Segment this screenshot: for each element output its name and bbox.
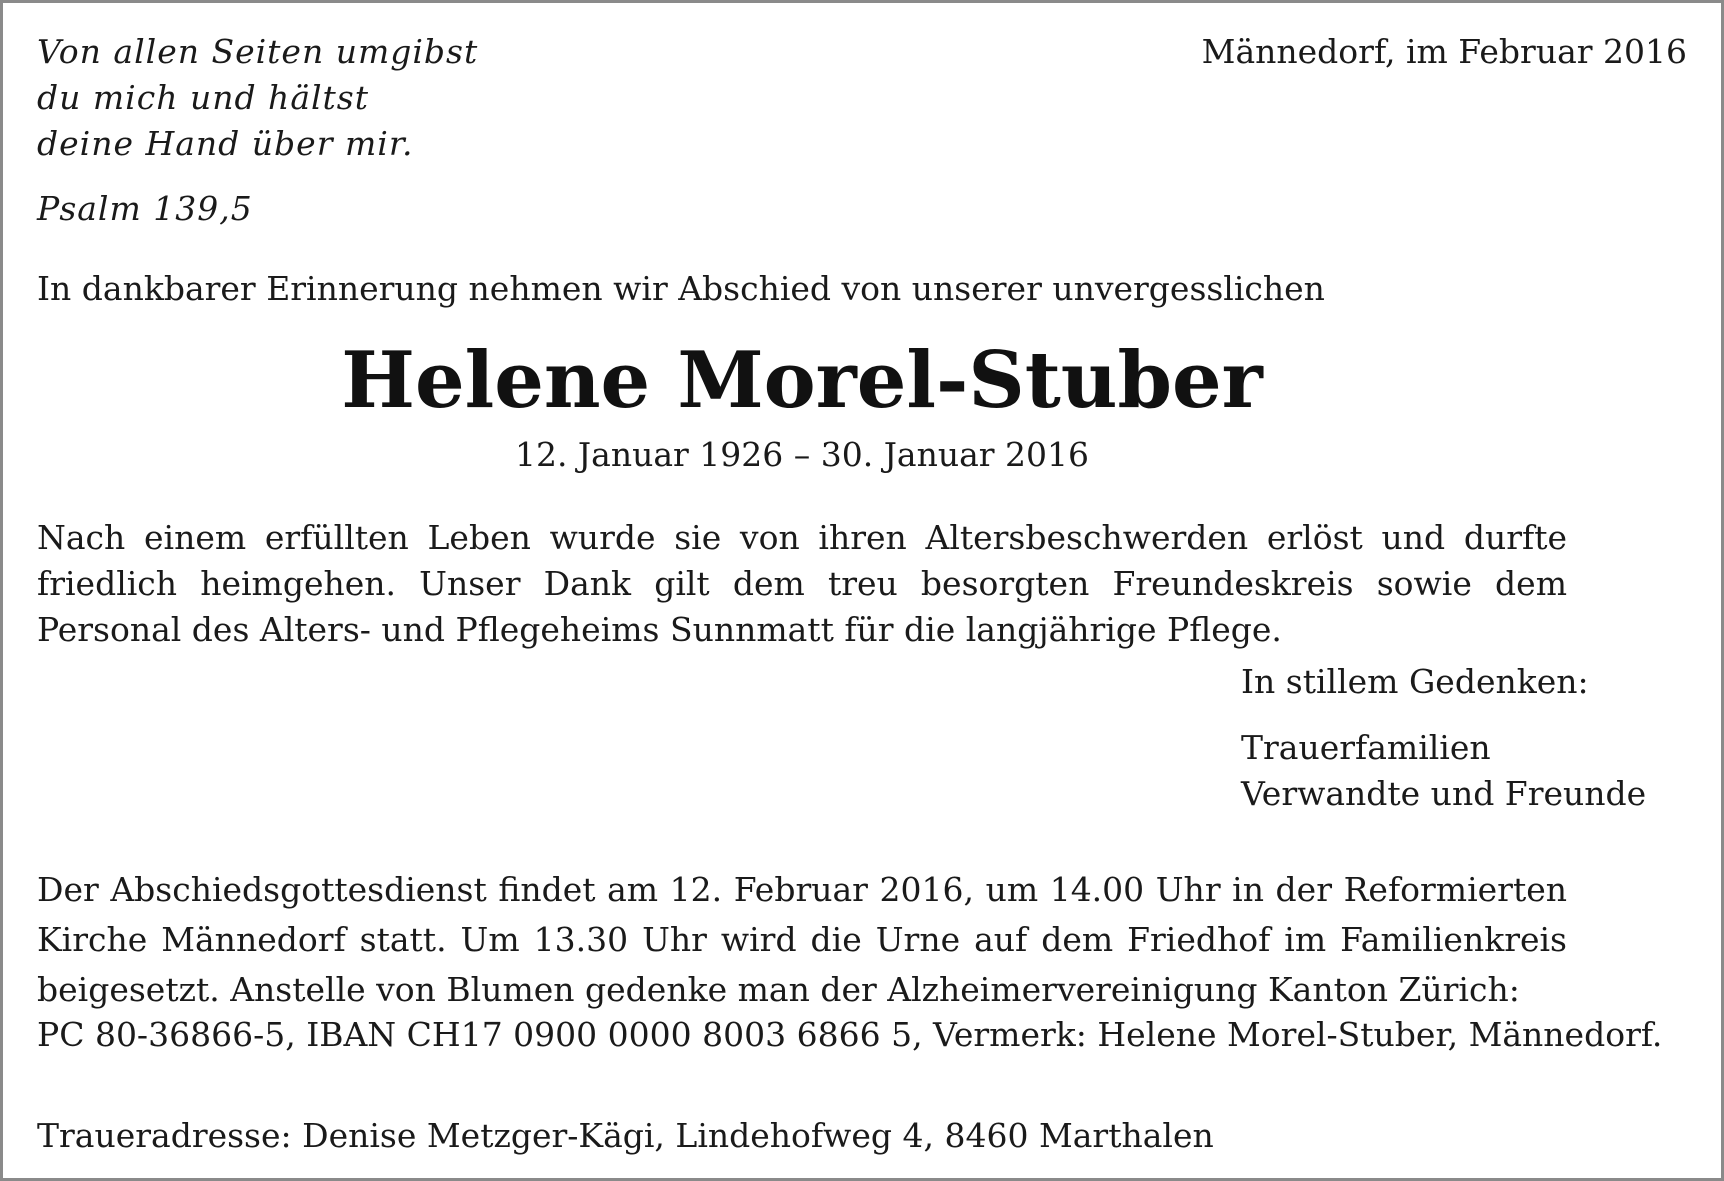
message-paragraph: Nach einem erfüllten Leben wurde sie von ihren Altersbeschwerden erlöst und durfte friedlich heimgehen. Unser Dank gilt dem treu besorgten Freundeskreis sowie dem Personal des Alters- und Pflegeheims Sunnmatt für die langjährige Pflege. xyxy=(37,518,1567,649)
verse-reference: Psalm 139,5 xyxy=(37,189,253,228)
bank-details: PC 80-36866-5, IBAN CH17 0900 0000 8003 6866 5, Vermerk: Helene Morel-Stuber, Männedorf. xyxy=(37,1015,1663,1054)
verse-line-1: Von allen Seiten umgibst xyxy=(37,32,479,71)
place-date: Männedorf, im Februar 2016 xyxy=(1201,32,1687,71)
mourners-line-2: Verwandte und Freunde xyxy=(1241,774,1647,813)
intro-text: In dankbarer Erinnerung nehmen wir Abschied von unserer unvergesslichen xyxy=(37,269,1325,308)
mourners-line-1: Trauerfamilien xyxy=(1241,728,1491,767)
service-paragraph: Der Abschiedsgottesdienst findet am 12. Februar 2016, um 14.00 Uhr in der Reformierten Kirche Männedorf statt. Um 13.30 Uhr wird die Urne auf dem Friedhof im Familienkreis beigesetzt. Anstelle von Blumen gedenke man der Alzheimervereinigung Kanton Zürich: xyxy=(37,870,1567,1009)
bible-verse xyxy=(37,29,478,167)
mourning-address: Traueradresse: Denise Metzger-Kägi, Lindehofweg 4, 8460 Marthalen xyxy=(37,1116,1214,1155)
verse-line-3: deine Hand über mir. xyxy=(37,124,414,163)
verse-line-2: du mich und hältst xyxy=(37,78,369,117)
life-dates: 12. Januar 1926 – 30. Januar 2016 xyxy=(514,435,1090,474)
deceased-name: Helene Morel-Stuber xyxy=(341,335,1263,426)
mourners-block xyxy=(1241,725,1646,817)
signoff-heading: In stillem Gedenken: xyxy=(1241,662,1589,701)
